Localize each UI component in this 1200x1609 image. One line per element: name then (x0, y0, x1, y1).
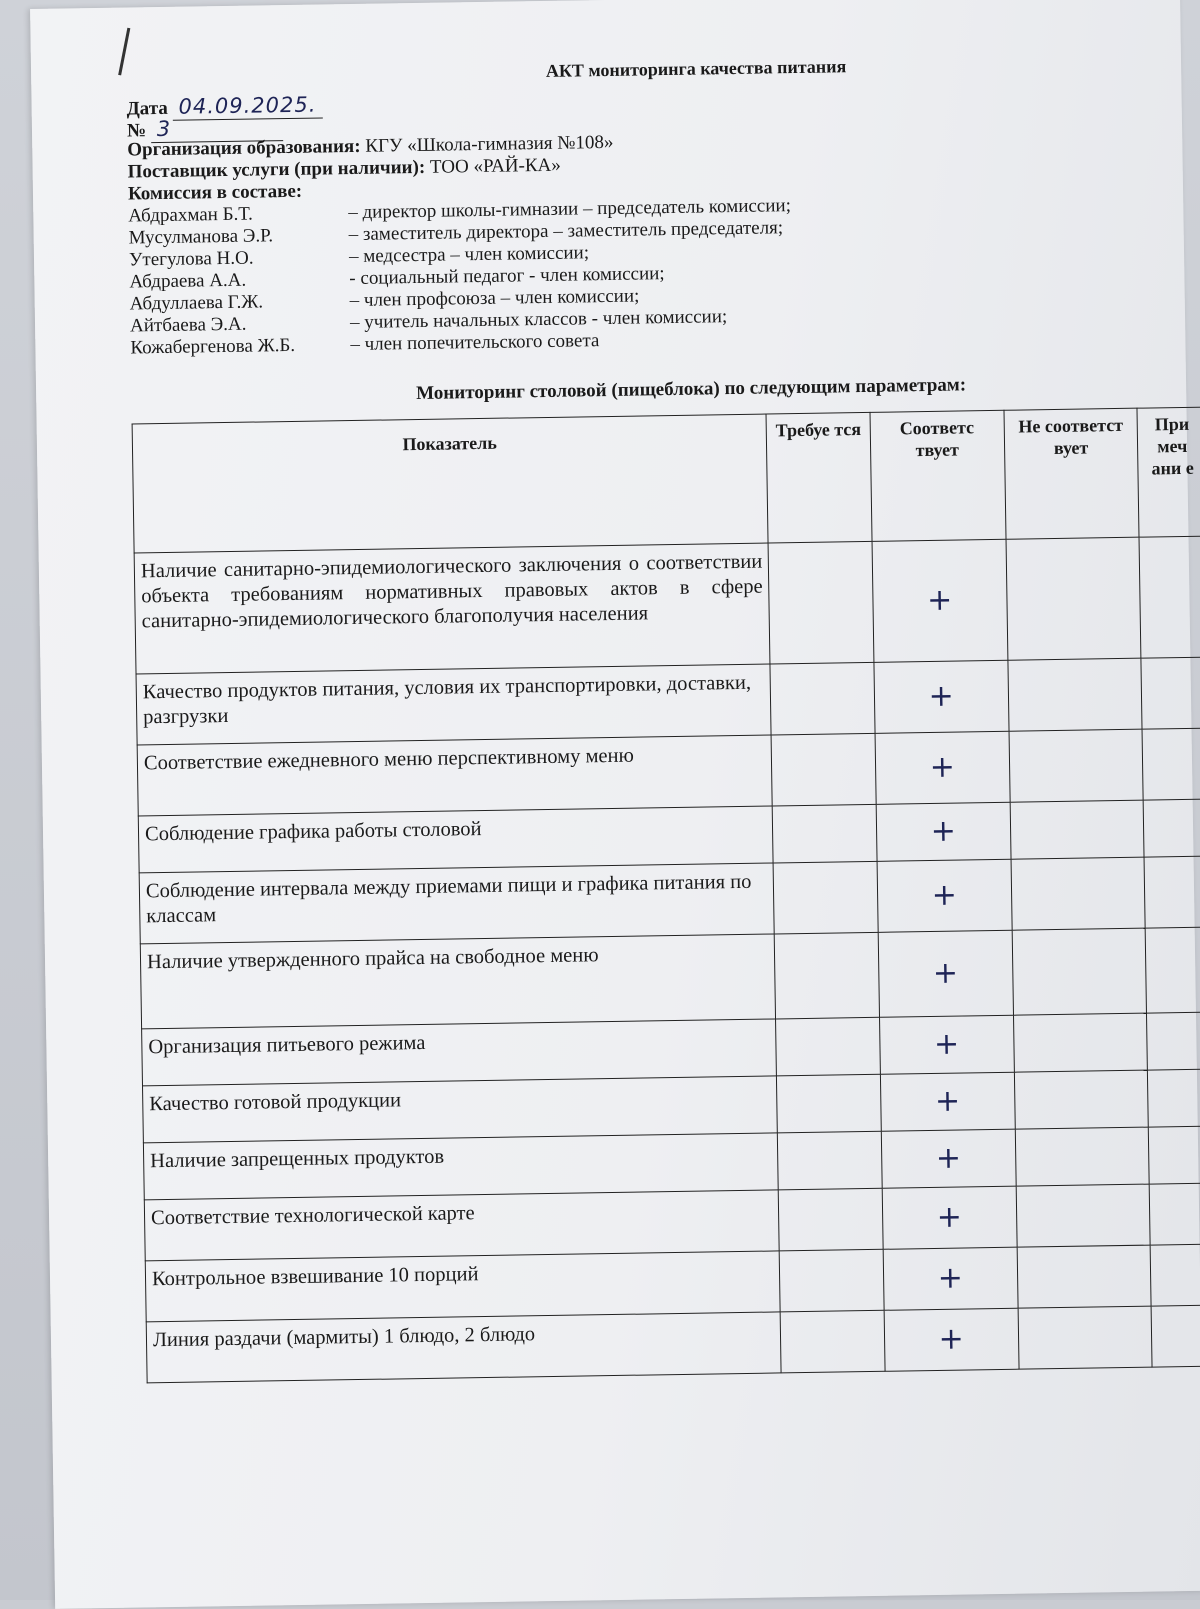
not-complies-cell (1017, 1245, 1152, 1308)
document-title: АКТ мониторинга качества питания (545, 56, 847, 81)
required-cell (781, 1311, 885, 1374)
paper-sheet (30, 0, 1200, 1609)
indicator-cell: Организация питьевого режима (142, 1019, 777, 1086)
member-role: – медсестра – член комиссии; (348, 241, 590, 267)
section-title: Мониторинг столовой (пищеблока) по следующим параметрам: (415, 373, 967, 404)
member-name: Айтбаева Э.А. (129, 313, 247, 337)
indicator-cell: Соблюдение графика работы столовой (138, 806, 773, 873)
complies-cell: + (878, 931, 1013, 1018)
note-cell (1144, 799, 1200, 857)
not-complies-cell (1012, 929, 1147, 1016)
commission-label: Комиссия в составе: (127, 180, 303, 205)
required-cell (773, 805, 877, 864)
supplier-label: Поставщик услуги (при наличии): (127, 156, 426, 183)
complies-cell: + (882, 1187, 1017, 1250)
indicator-cell: Наличие утвержденного прайса на свободное меню (140, 934, 776, 1029)
monitoring-table (132, 407, 1200, 1384)
indicator-cell: Качество продуктов питания, условия их транспортировки, доставки, разгрузки (136, 664, 771, 745)
required-cell (776, 1018, 880, 1077)
document-body (126, 43, 1200, 1384)
member-name: Мусулманова Э.Р. (128, 224, 274, 249)
commission-members (128, 188, 1200, 359)
member-role: - социальный педагог - член комиссии; (349, 262, 665, 289)
note-cell (1149, 1126, 1200, 1184)
not-complies-cell (1018, 1306, 1153, 1369)
indicator-cell: Контрольное взвешивание 10 порций (145, 1251, 780, 1322)
number-value: 3 (151, 115, 283, 143)
required-cell (768, 542, 873, 665)
note-cell (1142, 728, 1200, 800)
required-cell (777, 1075, 881, 1134)
number-label: № (126, 119, 147, 142)
member-role: – член профсоюза – член комиссии; (349, 285, 640, 311)
not-complies-cell (1016, 1184, 1151, 1247)
header-indicator: Показатель (132, 414, 768, 553)
indicator-cell: Качество готовой продукции (143, 1076, 778, 1143)
member-name: Абдрахман Б.Т. (128, 203, 253, 227)
not-complies-cell (1010, 801, 1145, 860)
member-role: – заместитель директора – заместитель председателя; (348, 216, 784, 245)
note-cell (1151, 1305, 1200, 1367)
complies-cell: + (874, 661, 1009, 734)
member-name: Утегулова Н.О. (128, 247, 254, 271)
not-complies-cell (1007, 659, 1142, 732)
indicator-cell: Соответствие технологической карте (144, 1190, 779, 1261)
complies-cell: + (881, 1130, 1016, 1189)
required-cell (771, 734, 875, 807)
note-cell (1141, 657, 1200, 729)
member-role: – член попечительского совета (350, 329, 600, 355)
table-header-row (132, 408, 1200, 554)
complies-cell: + (877, 860, 1012, 933)
required-cell (778, 1132, 882, 1191)
date-label: Дата (126, 97, 168, 120)
member-name: Абдуллаева Г.Ж. (129, 291, 264, 315)
indicator-cell: Наличие запрещенных продуктов (143, 1133, 778, 1200)
complies-cell: + (884, 1309, 1019, 1372)
complies-cell: + (875, 732, 1010, 805)
complies-cell: + (876, 803, 1011, 862)
complies-cell: + (880, 1073, 1015, 1132)
note-cell (1144, 856, 1200, 928)
note-cell (1139, 536, 1200, 658)
complies-cell: + (879, 1016, 1014, 1075)
member-name: Кожабергенова Ж.Б. (130, 334, 296, 359)
note-cell (1148, 1069, 1200, 1127)
note-cell (1146, 927, 1200, 1013)
date-value: 04.09.2025. (172, 92, 322, 121)
note-cell (1150, 1183, 1200, 1245)
table-row (140, 927, 1200, 1029)
not-complies-cell (1013, 1014, 1148, 1073)
complies-cell: + (883, 1248, 1018, 1311)
indicator-cell: Линия раздачи (мармиты) 1 блюдо, 2 блюдо (146, 1312, 781, 1383)
note-cell (1147, 1012, 1200, 1070)
not-complies-cell (1009, 730, 1144, 803)
indicator-cell: Наличие санитарно-эпидемиологического заключения о соответствии объекта требованиям нормативных правовых актов в сфере санитарно-эпидемиологического благополучия населения (134, 543, 770, 674)
indicator-cell: Соблюдение интервала между приемами пищи и графика питания по классам (139, 863, 774, 944)
complies-cell: + (872, 540, 1008, 663)
note-cell (1151, 1244, 1200, 1306)
organization-value: КГУ «Школа-гимназия №108» (365, 131, 614, 157)
header-complies: Соответс твует (870, 411, 1006, 542)
table-row (134, 536, 1200, 674)
not-complies-cell (1015, 1127, 1150, 1186)
member-role: – учитель начальных классов - член комиссии; (349, 305, 728, 333)
indicator-cell: Соответствие ежедневного меню перспективному меню (137, 735, 772, 816)
header-required: Требуе тся (766, 413, 871, 544)
header-not-complies: Не соответст вует (1004, 409, 1140, 540)
required-cell (775, 933, 880, 1020)
not-complies-cell (1006, 538, 1142, 661)
supplier-value: ТОО «РАЙ-КА» (429, 154, 561, 178)
header-note: При меч ани е (1137, 408, 1200, 538)
required-cell (780, 1250, 884, 1313)
member-role: – директор школы-гимназии – председатель комиссии; (348, 194, 792, 223)
not-complies-cell (1011, 858, 1146, 931)
required-cell (779, 1189, 883, 1252)
required-cell (770, 663, 874, 736)
required-cell (773, 862, 877, 935)
organization-label: Организация образования: (127, 135, 361, 161)
not-complies-cell (1014, 1070, 1149, 1129)
member-name: Абдраева А.А. (129, 269, 247, 293)
